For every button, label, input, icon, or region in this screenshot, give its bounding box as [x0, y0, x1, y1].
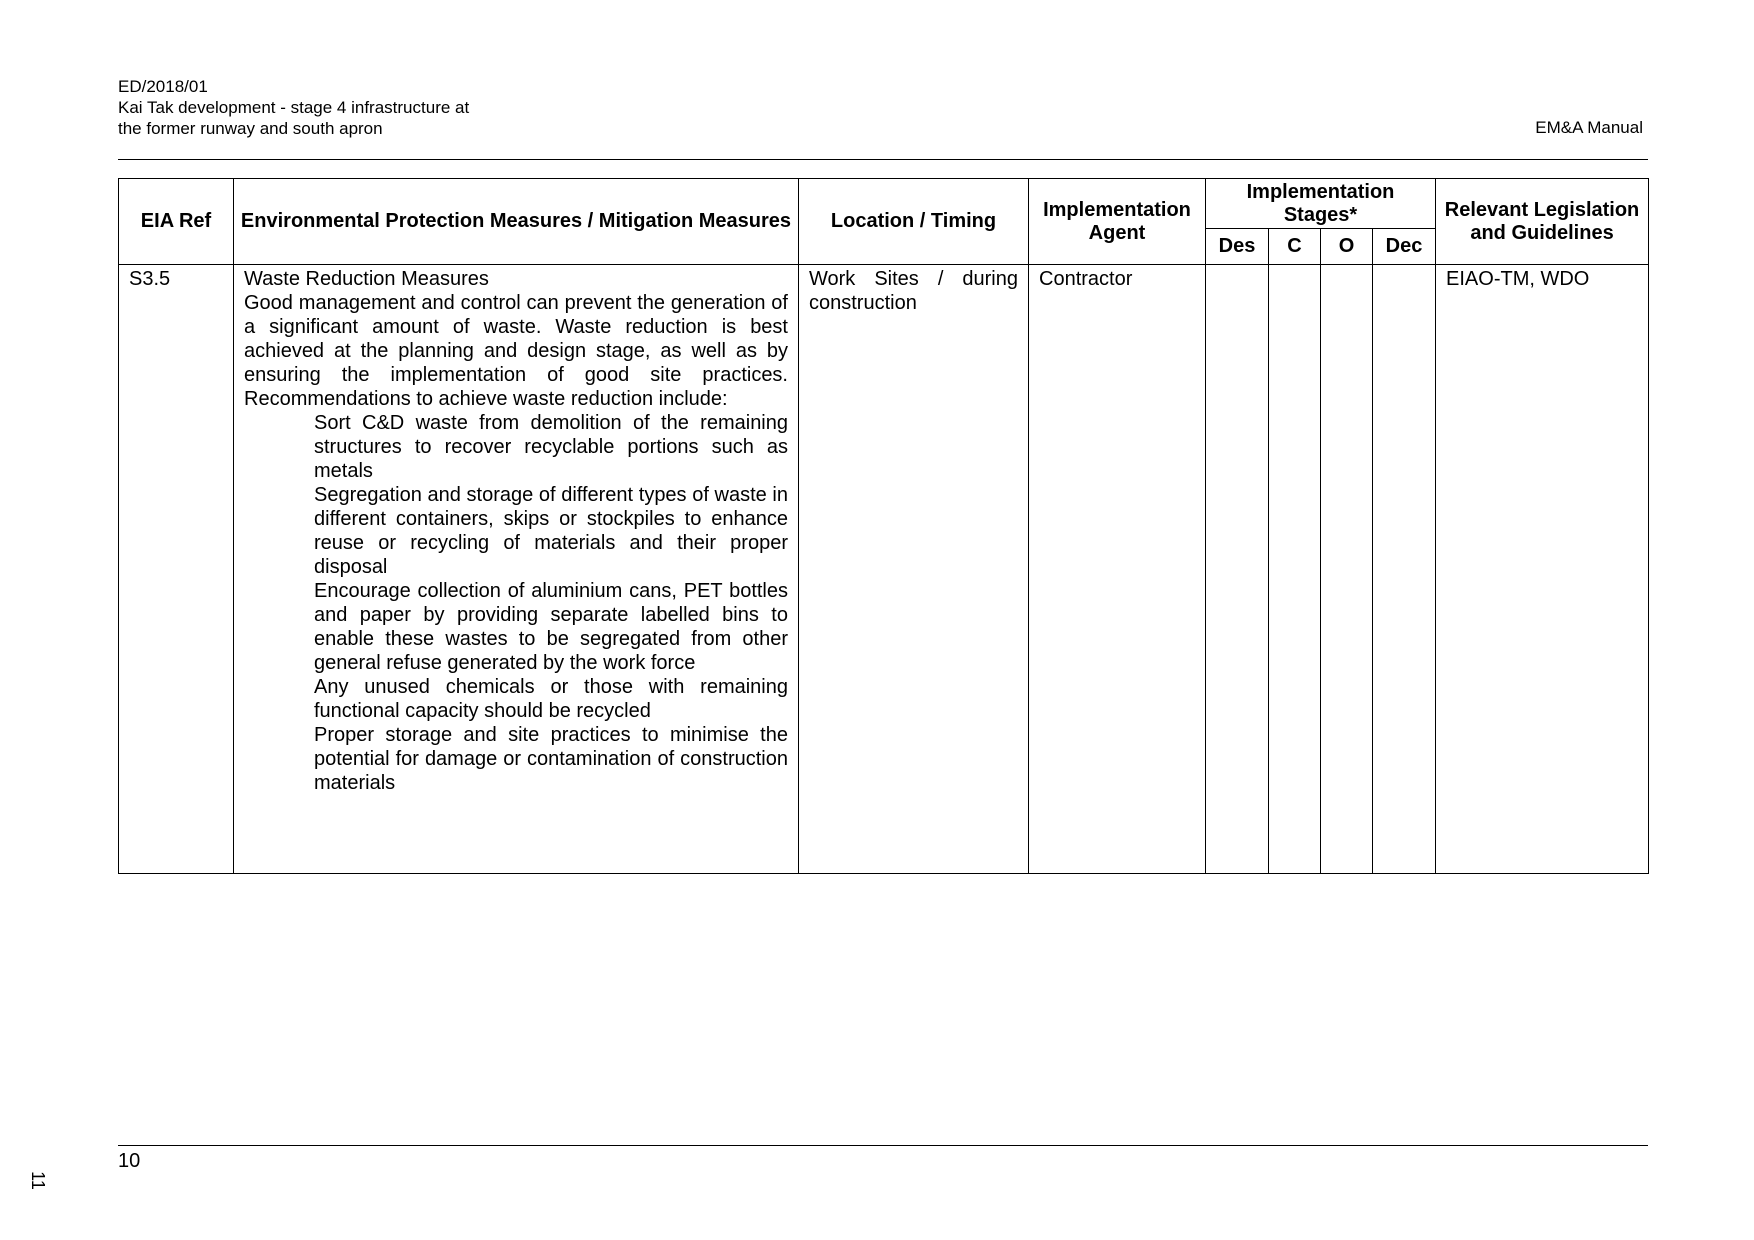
cell-stage-des	[1206, 265, 1269, 874]
doc-ref: ED/2018/01	[118, 77, 208, 96]
cell-measures	[234, 265, 799, 874]
mitigation-measures-table	[118, 178, 1649, 874]
list-item: Proper storage and site practices to minimise the potential for damage or contamination of construction materials	[314, 724, 788, 794]
header-measures: Environmental Protection Measures / Mitigation Measures	[234, 179, 799, 265]
header-legislation: Relevant Legislation and Guidelines	[1436, 179, 1649, 265]
footer-rule	[118, 1145, 1648, 1146]
header-stage-dec: Dec	[1373, 229, 1436, 265]
measures-title: Waste Reduction Measures	[244, 268, 489, 290]
list-item: Encourage collection of aluminium cans, PET bottles and paper by providing separate labelled bins to enable these wastes to be segregated from other general refuse generated by the work force	[314, 580, 788, 674]
header-stage-des: Des	[1206, 229, 1269, 265]
header-rule	[118, 159, 1648, 160]
header-stage-c: C	[1269, 229, 1321, 265]
measures-list	[244, 411, 788, 795]
side-page-number: 11	[27, 1171, 48, 1190]
cell-location: Work Sites / during construction	[799, 265, 1029, 874]
header-stages: Implementation Stages*	[1206, 179, 1436, 229]
page-number: 10	[118, 1150, 141, 1172]
cell-stage-dec	[1373, 265, 1436, 874]
header-stage-o: O	[1321, 229, 1373, 265]
cell-legislation: EIAO-TM, WDO	[1436, 265, 1649, 874]
project-title-line1: Kai Tak development - stage 4 infrastructure at	[118, 98, 470, 117]
manual-title: EM&A Manual	[1535, 118, 1643, 137]
document-header-left	[118, 76, 469, 139]
header-agent: Implementation Agent	[1029, 179, 1206, 265]
project-title-line2: the former runway and south apron	[118, 119, 383, 138]
table-row	[119, 265, 1649, 874]
cell-agent: Contractor	[1029, 265, 1206, 874]
cell-eia-ref: S3.5	[119, 265, 234, 874]
measures-intro: Good management and control can prevent the generation of a significant amount of waste. Waste reduction is best achieved at the planning and design stage, as well as by ensuring the implementation of good site practices. Recommendations to achieve waste reduction include:	[244, 292, 788, 410]
cell-stage-o	[1321, 265, 1373, 874]
list-item: Any unused chemicals or those with remaining functional capacity should be recycled	[314, 676, 788, 722]
header-location: Location / Timing	[799, 179, 1029, 265]
list-item: Sort C&D waste from demolition of the remaining structures to recover recyclable portions such as metals	[314, 412, 788, 482]
cell-stage-c	[1269, 265, 1321, 874]
list-item: Segregation and storage of different types of waste in different containers, skips or stockpiles to enhance reuse or recycling of materials and their proper disposal	[314, 484, 788, 578]
header-eia-ref: EIA Ref	[119, 179, 234, 265]
